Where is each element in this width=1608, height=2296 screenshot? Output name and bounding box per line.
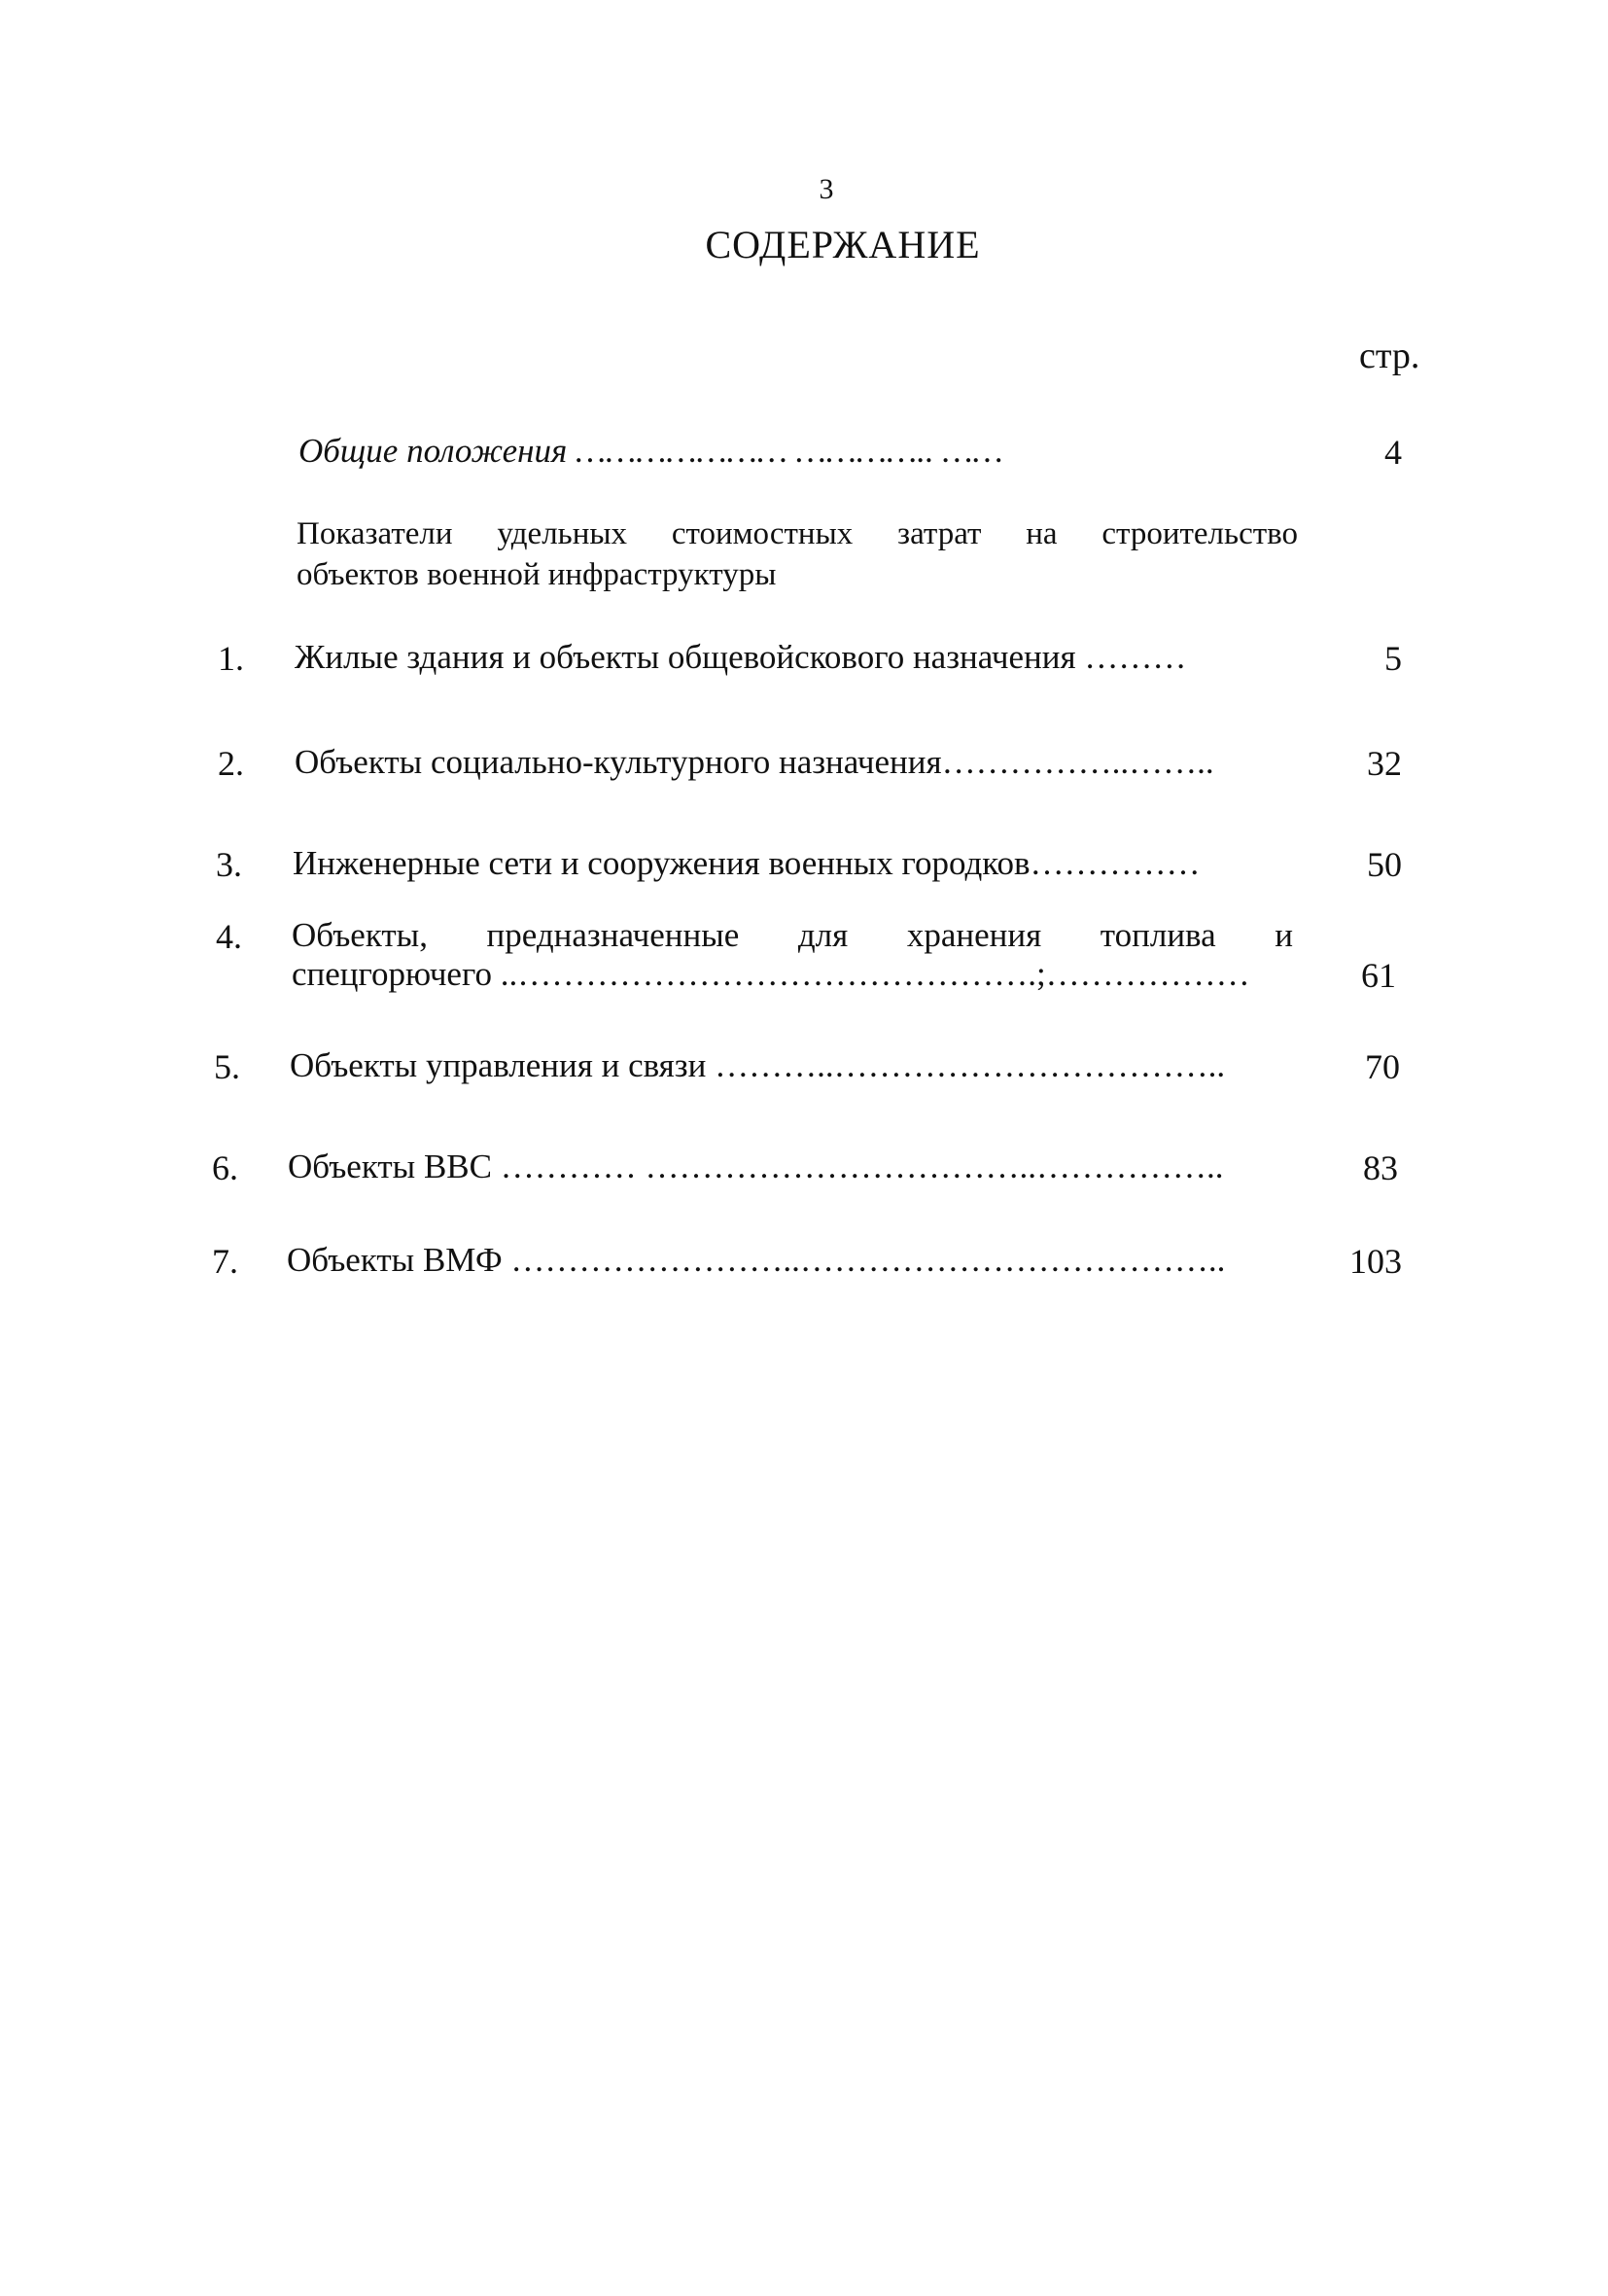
toc-intro-page: 4	[1384, 433, 1402, 472]
toc-entry-text-line2: спецгорючего ..……………………………………….;………………	[292, 955, 1250, 993]
toc-entry-page: 5	[1384, 639, 1402, 678]
toc-entry-page: 32	[1367, 744, 1402, 783]
toc-entry-page: 50	[1367, 845, 1402, 884]
toc-entry-number: 3.	[216, 845, 242, 884]
page-number: 3	[819, 173, 834, 205]
toc-entry-number: 4.	[216, 917, 242, 956]
toc-entry-number: 2.	[218, 744, 244, 783]
toc-subheading-line1: Показатели удельных стоимостных затрат на строительство	[297, 516, 1298, 551]
toc-entry-text: Жилые здания и объекты общевойскового назначения ………	[295, 638, 1187, 676]
toc-entry-text: Инженерные сети и сооружения военных городков……………	[293, 844, 1201, 882]
toc-entry-text: Объекты ВВС ………… ……………………………..……………..	[288, 1148, 1224, 1185]
toc-entry-page: 61	[1361, 956, 1396, 995]
toc-entry-text: Объекты социально-культурного назначения……………..……..	[295, 743, 1214, 781]
toc-entry-page: 83	[1363, 1148, 1398, 1187]
toc-subheading-line2: объектов военной инфраструктуры	[297, 557, 777, 592]
toc-entry-text-line1: Объекты, предназначенные для хранения топлива и	[292, 916, 1293, 954]
toc-entry-number: 1.	[218, 639, 244, 678]
toc-entry-text: Объекты ВМФ ……………………..………………………………..	[287, 1241, 1226, 1279]
page-column-label: стр.	[1359, 336, 1420, 376]
toc-entry-text: Объекты управления и связи ………..……………………………..	[290, 1046, 1226, 1084]
toc-entry-number: 6.	[212, 1148, 238, 1187]
toc-entry-number: 5.	[214, 1047, 240, 1086]
toc-entry-number: 7.	[212, 1242, 238, 1281]
toc-entry-page: 103	[1349, 1242, 1402, 1281]
toc-entry-page: 70	[1365, 1047, 1400, 1086]
page-title: СОДЕРЖАНИЕ	[705, 223, 981, 266]
toc-intro-text: Общие положения ………………… ………….. ……	[298, 432, 1003, 470]
